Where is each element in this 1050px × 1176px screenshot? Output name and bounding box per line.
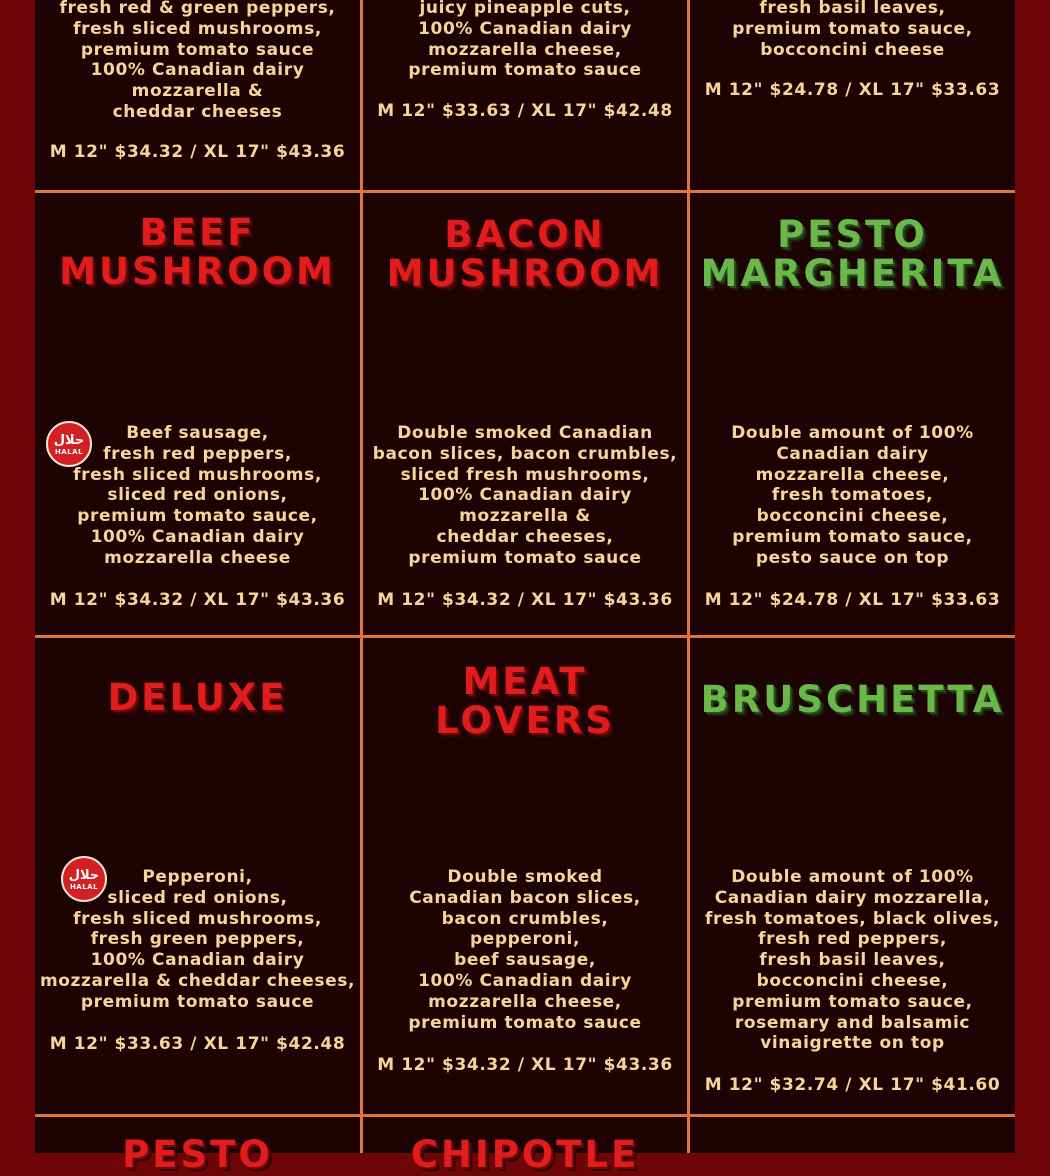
menu-item-pesto-margherita — [690, 193, 1015, 635]
menu-item-bruschetta — [690, 638, 1015, 1114]
menu-item-price: M 12" $34.32 / XL 17" $43.36 — [49, 142, 346, 162]
menu-item-title: PESTO MARGHERITA — [700, 213, 1005, 295]
menu-item-price: M 12" $33.63 / XL 17" $42.48 — [377, 101, 673, 121]
menu-item-description: Double smoked Canadian bacon slices, bacon crumbles, pepperoni, beef sausage, 100% Canadian dairy mozzarella cheese, premium tomato sauce — [408, 867, 642, 1033]
menu-item-description: Double amount of 100% Canadian dairy mozzarella, fresh tomatoes, black olives, fresh red peppers, fresh basil leaves, bocconcini cheese, premium tomato sauce, rosemary and balsamic vinaigrette on top — [705, 867, 1000, 1054]
menu-item-price: M 12" $34.32 / XL 17" $43.36 — [377, 1055, 673, 1075]
menu-item-price: M 12" $32.74 / XL 17" $41.60 — [704, 1075, 1001, 1095]
menu-item-title: BEEF MUSHROOM — [59, 211, 336, 293]
menu-item-title: PESTO — [122, 1133, 273, 1176]
menu-item-price: M 12" $33.63 / XL 17" $42.48 — [49, 1034, 346, 1054]
menu-board — [35, 0, 1015, 1176]
menu-item-title: CHIPOTLE — [410, 1133, 640, 1176]
menu-item-cell — [690, 0, 1015, 190]
menu-item-bacon-mushroom — [363, 193, 687, 635]
menu-item-deluxe — [35, 638, 360, 1114]
menu-item-price: M 12" $34.32 / XL 17" $43.36 — [377, 590, 673, 610]
halal-badge-icon: حلال HALAL — [46, 421, 92, 467]
menu-item-description: fresh basil leaves, premium tomato sauce, bocconcini cheese — [732, 0, 973, 60]
menu-item-description: Double amount of 100% Canadian dairy mozzarella cheese, fresh tomatoes, bocconcini cheese, premium tomato sauce, pesto sauce on top — [731, 423, 974, 568]
menu-item-description: Beef sausage, fresh red peppers, fresh sliced mushrooms, sliced red onions, premium tomato sauce, 100% Canadian dairy mozzarella cheese — [73, 423, 322, 568]
menu-item-description: Double smoked Canadian bacon slices, bacon crumbles, sliced fresh mushrooms, 100% Canadian dairy mozzarella & cheddar cheeses, premium tomato sauce — [372, 423, 678, 568]
menu-item-cell — [363, 0, 687, 190]
menu-item-cell — [363, 1117, 687, 1176]
menu-item-price: M 12" $34.32 / XL 17" $43.36 — [49, 590, 346, 610]
menu-item-title: DELUXE — [107, 676, 288, 719]
menu-item-beef-mushroom — [35, 193, 360, 635]
halal-badge-icon: حلال HALAL — [61, 856, 107, 902]
menu-item-title: BACON MUSHROOM — [386, 213, 664, 295]
menu-item-title: MEAT LOVERS — [435, 660, 615, 742]
menu-item-description: fresh red & green peppers, fresh sliced mushrooms, premium tomato sauce 100% Canadian dairy mozzarella & cheddar cheeses — [59, 0, 336, 122]
menu-item-description: Pepperoni, sliced red onions, fresh sliced mushrooms, fresh green peppers, 100% Canadian dairy mozzarella & cheddar cheeses, premium tomato sauce — [39, 867, 356, 1012]
menu-item-title: BRUSCHETTA — [700, 678, 1005, 721]
menu-item-meat-lovers — [363, 638, 687, 1114]
menu-item-cell — [35, 1117, 360, 1176]
menu-item-cell — [35, 0, 360, 190]
menu-item-description: juicy pineapple cuts, 100% Canadian dairy mozzarella cheese, premium tomato sauce — [408, 0, 642, 81]
menu-item-price: M 12" $24.78 / XL 17" $33.63 — [704, 80, 1001, 100]
menu-item-price: M 12" $24.78 / XL 17" $33.63 — [704, 590, 1001, 610]
